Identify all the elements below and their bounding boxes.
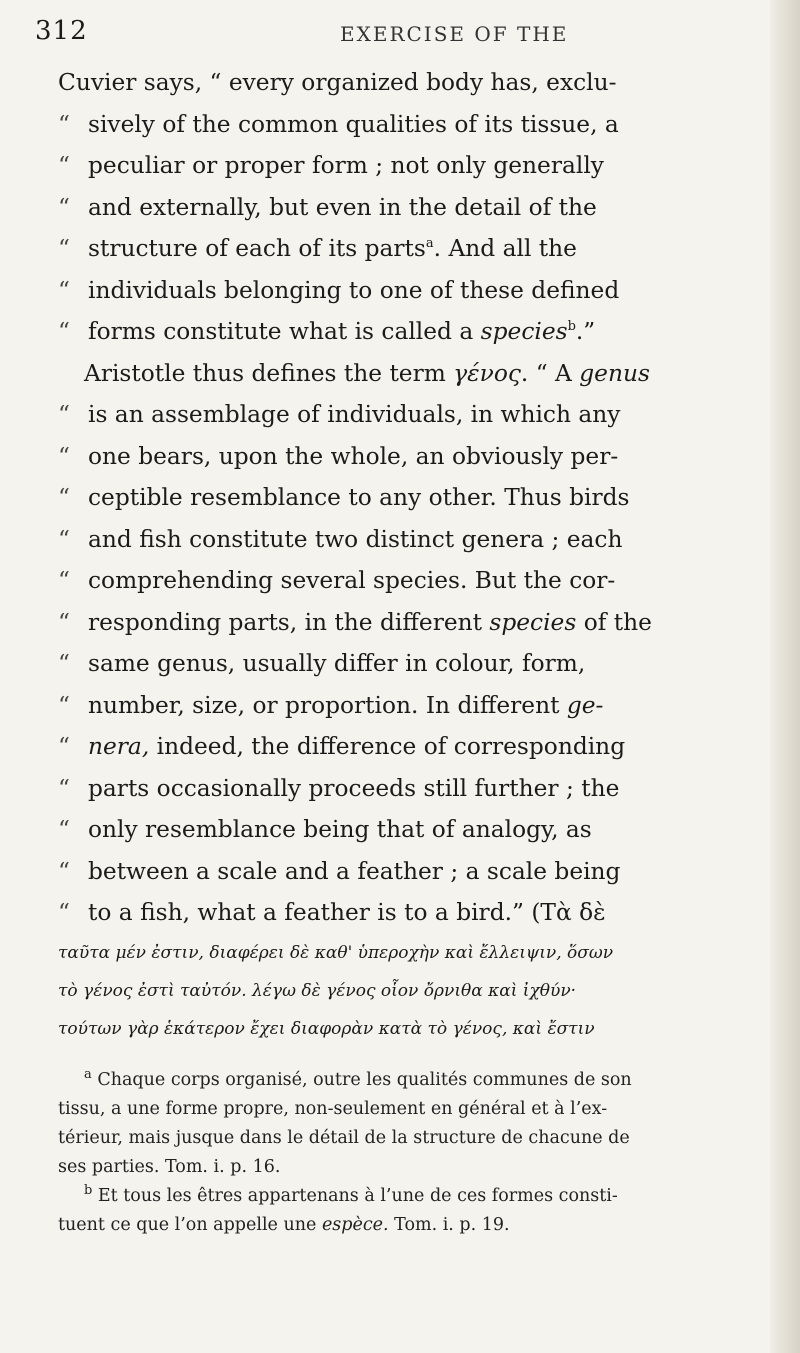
page-number: 312 xyxy=(35,16,88,46)
footnote-line: tissu, a une forme propre, non-seulement en général et à l’ex- xyxy=(58,1098,608,1119)
running-title: EXERCISE OF THE xyxy=(340,22,569,46)
text-line: “ peculiar or proper form ; not only generally xyxy=(58,152,604,179)
text-line: “ to a fish, what a feather is to a bird.” (Τὰ δὲ xyxy=(58,899,606,926)
text-line: “ nera, indeed, the difference of corresponding xyxy=(58,733,626,760)
footnote-b: $^b$ Et tous les êtres appartenans à l’une de ces formes consti- xyxy=(84,1182,618,1206)
text-line: “ and fish constitute two distinct genera ; each xyxy=(58,525,623,553)
text-line: “ and externally, but even in the detail of the xyxy=(58,193,597,221)
text-line: Cuvier says, “ every organized body has, exclu- xyxy=(58,69,617,96)
text-line: “ ceptible resemblance to any other. Thus birds xyxy=(58,484,630,511)
text-line: “ only resemblance being that of analogy, as xyxy=(58,816,592,843)
text-line: “ sively of the common qualities of its tissue, a xyxy=(58,110,619,138)
text-line: “ number, size, or proportion. In different ge- xyxy=(58,691,604,719)
footnote-line: tuent ce que l’on appelle une espèce. Tom. i. p. 19. xyxy=(58,1214,510,1235)
greek-line: ταῦτα μέν ἐστιν, διαφέρει δὲ καθ' ὑπεροχὴν καὶ ἔλλειψιν, ὅσων xyxy=(58,942,614,963)
main-text xyxy=(58,62,758,1240)
footnote-line: ses parties. Tom. i. p. 16. xyxy=(58,1156,281,1177)
text-line: “ forms constitute what is called a species$^b$.” xyxy=(58,318,596,345)
text-line: “ one bears, upon the whole, an obviously per- xyxy=(58,442,619,470)
footnote-ref-a: a xyxy=(425,236,434,252)
text-line: “ is an assemblage of individuals, in which any xyxy=(58,401,621,428)
text-line: “ same genus, usually differ in colour, form, xyxy=(58,650,586,677)
footnote-ref-b: b xyxy=(567,319,576,335)
text-line: “ responding parts, in the different species of the xyxy=(58,608,652,636)
running-head xyxy=(0,16,800,56)
footnote-line: térieur, mais jusque dans le détail de la structure de chacune de xyxy=(58,1127,630,1148)
text-line: “ comprehending several species. But the cor- xyxy=(58,567,616,594)
text-line: Aristotle thus defines the term γένος. “ A genus xyxy=(84,359,650,387)
text-line: “ parts occasionally proceeds still further ; the xyxy=(58,774,620,802)
greek-line: τούτων γὰρ ἑκάτερον ἔχει διαφορὰν κατὰ τὸ γένος, καὶ ἔστιν xyxy=(58,1018,595,1039)
page-edge xyxy=(770,0,800,1353)
text-line: “ structure of each of its parts$^a$. And all the xyxy=(58,235,577,262)
text-line: “ between a scale and a feather ; a scale being xyxy=(58,857,621,885)
footnote-a: $^a$ Chaque corps organisé, outre les qualités communes de son xyxy=(84,1066,632,1090)
greek-line: τὸ γένος ἐστὶ ταὐτόν. λέγω δὲ γένος οἷον ὄρνιθα καὶ ἰχθύν· xyxy=(58,980,577,1001)
text-line: “ individuals belonging to one of these defined xyxy=(58,276,620,304)
